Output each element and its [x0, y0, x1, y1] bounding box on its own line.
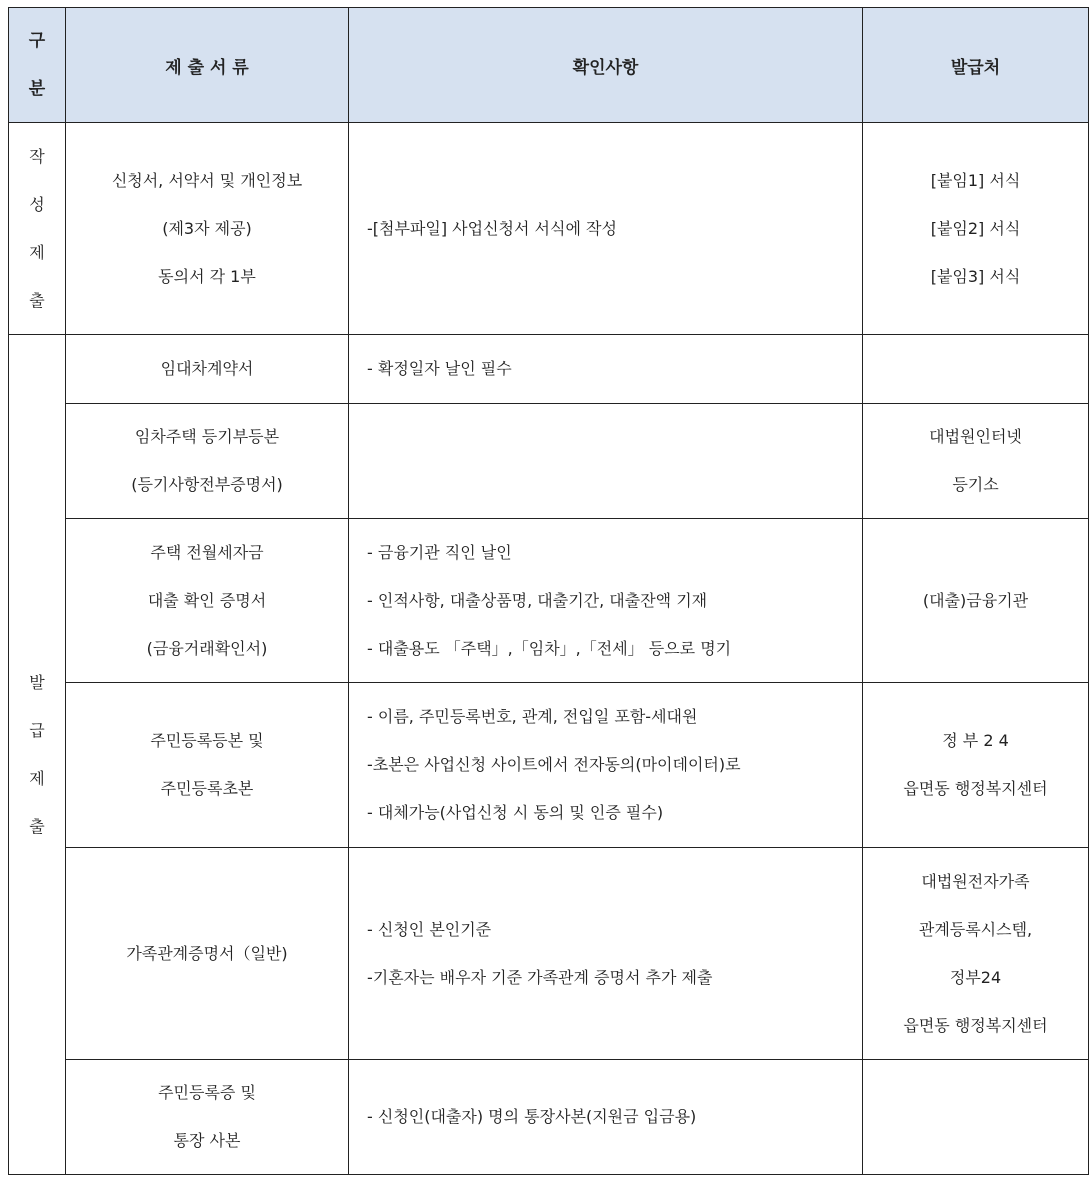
issuer-cell-line: [붙임1] 서식 — [930, 170, 1021, 190]
check-items-cell-line: - 신청인 본인기준 — [367, 919, 492, 939]
documents-cell-line: 임대차계약서 — [160, 359, 254, 378]
issuer-cell-line: 대법원전자가족 — [921, 871, 1030, 891]
documents-cell — [66, 848, 349, 1060]
documents-cell-line: 임차주택 등기부등본 — [134, 427, 280, 446]
issuer-cell-line: [붙임2] 서식 — [930, 218, 1021, 238]
table-header-row — [9, 8, 1089, 123]
check-items-cell-line: - 확정일자 날인 필수 — [367, 359, 512, 378]
check-items-cell-line: - 이름, 주민등록번호, 관계, 전입일 포함-세대원 — [367, 707, 698, 726]
check-items-cell-line: - 인적사항, 대출상품명, 대출기간, 대출잔액 기재 — [367, 590, 708, 610]
check-items-cell — [349, 404, 863, 519]
header-category-char: 구 — [28, 31, 46, 51]
category-cell — [9, 335, 66, 1175]
documents-cell-line: 대출 확인 증명서 — [147, 590, 267, 610]
documents-cell-line: (등기사항전부증명서) — [131, 475, 283, 494]
documents-cell-line: 가족관계증명서（일반) — [126, 943, 288, 963]
issuer-cell-line: 등기소 — [952, 475, 999, 494]
issuer-cell — [863, 335, 1089, 404]
header-issuer: 발급처 — [863, 8, 1089, 123]
header-category-char: 분 — [28, 79, 46, 99]
table-row — [9, 404, 1089, 519]
documents-cell-line: 주민등록초본 — [160, 779, 254, 798]
check-items-cell — [349, 848, 863, 1060]
required-documents-table — [8, 7, 1089, 1175]
issuer-cell — [863, 848, 1089, 1060]
issuer-cell-line: 정부24 — [949, 967, 1002, 987]
issuer-cell-line: (대출)금융기관 — [922, 590, 1029, 610]
header-documents: 제 출 서 류 — [66, 8, 349, 123]
check-items-cell-line: -초본은 사업신청 사이트에서 전자동의(마이데이터)로 — [367, 755, 741, 774]
category-cell-line: 작 — [29, 146, 45, 166]
documents-cell-line: 주택 전월세자금 — [150, 542, 264, 562]
issuer-cell-line: [붙임3] 서식 — [930, 266, 1021, 286]
check-items-cell-line: - 신청인(대출자) 명의 통장사본(지원금 입금용) — [367, 1107, 697, 1126]
documents-cell-line: 주민등록등본 및 — [150, 731, 264, 750]
documents-cell — [66, 404, 349, 519]
check-items-cell-line: - 금융기관 직인 날인 — [367, 542, 512, 562]
table-row — [9, 848, 1089, 1060]
documents-cell-line: 신청서, 서약서 및 개인정보 — [111, 170, 303, 190]
header-category — [9, 8, 66, 123]
table-row — [9, 335, 1089, 404]
category-cell — [9, 123, 66, 335]
check-items-cell — [349, 683, 863, 848]
documents-cell — [66, 519, 349, 683]
category-cell-line: 출 — [29, 816, 45, 836]
documents-cell — [66, 1060, 349, 1175]
table-row — [9, 519, 1089, 683]
issuer-cell-line: 대법원인터넷 — [929, 427, 1022, 446]
documents-cell-line: (금융거래확인서) — [146, 638, 268, 658]
issuer-cell — [863, 519, 1089, 683]
category-cell-line: 제 — [29, 242, 45, 262]
issuer-cell — [863, 404, 1089, 519]
check-items-cell — [349, 519, 863, 683]
issuer-cell-line: 읍면동 행정복지센터 — [903, 779, 1048, 798]
issuer-cell-line: 관계등록시스템, — [918, 919, 1033, 939]
documents-cell-line: 동의서 각 1부 — [158, 266, 256, 286]
documents-cell-line: (제3자 제공) — [162, 218, 252, 238]
check-items-cell — [349, 1060, 863, 1175]
check-items-cell-line: - 대체가능(사업신청 시 동의 및 인증 필수) — [367, 803, 664, 822]
table-row — [9, 683, 1089, 848]
category-cell-line: 출 — [29, 290, 45, 310]
issuer-cell-line: 읍면동 행정복지센터 — [903, 1015, 1048, 1035]
documents-cell — [66, 683, 349, 848]
category-cell-line: 제 — [29, 768, 45, 788]
category-cell-line: 발 — [29, 672, 45, 692]
check-items-cell — [349, 335, 863, 404]
issuer-cell — [863, 683, 1089, 848]
table-row — [9, 123, 1089, 335]
issuer-cell — [863, 1060, 1089, 1175]
documents-cell-line: 통장 사본 — [173, 1131, 241, 1150]
issuer-cell-line: 정 부 2 4 — [942, 731, 1009, 750]
table-row — [9, 1060, 1089, 1175]
check-items-cell-line: - 대출용도 「주택」,「임차」,「전세」 등으로 명기 — [367, 638, 732, 658]
check-items-cell-line: -[첨부파일] 사업신청서 서식에 작성 — [367, 218, 617, 238]
check-items-cell — [349, 123, 863, 335]
documents-cell-line: 주민등록증 및 — [158, 1083, 256, 1102]
issuer-cell — [863, 123, 1089, 335]
category-cell-line: 성 — [29, 194, 45, 214]
header-check-items: 확인사항 — [349, 8, 863, 123]
category-cell-line: 급 — [29, 720, 45, 740]
check-items-cell-line: -기혼자는 배우자 기준 가족관계 증명서 추가 제출 — [367, 967, 713, 987]
documents-cell — [66, 335, 349, 404]
documents-cell — [66, 123, 349, 335]
